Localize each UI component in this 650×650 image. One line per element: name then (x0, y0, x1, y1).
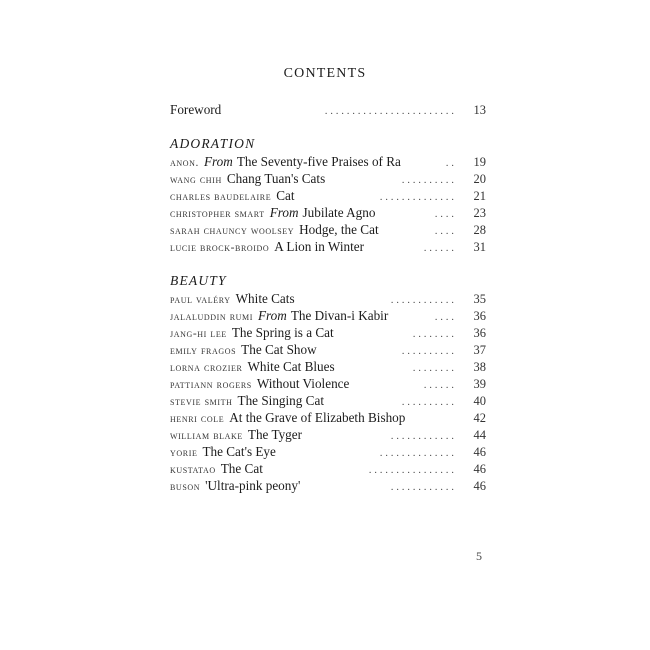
entry-author: kustatao (170, 464, 216, 476)
toc-entry (170, 341, 486, 358)
dot-leader: . . . . . . . . . . . . (390, 430, 454, 442)
dot-leader: . . . . . . . . . . . . . . . . (368, 464, 454, 476)
toc-entry (170, 290, 486, 307)
entry-page: 46 (473, 445, 486, 459)
entry-title: At the Grave of Elizabeth Bishop (229, 410, 406, 425)
entry-author: william blake (170, 430, 243, 442)
toc-entry (170, 460, 486, 477)
entry-page: 35 (473, 292, 486, 306)
dot-leader: . . . . . . . . . . . . (390, 294, 454, 306)
dot-leader: . . . . . . . . . . . . (390, 481, 454, 493)
toc-entry (170, 187, 486, 204)
entry-author: jang-hi lee (170, 328, 227, 340)
entry-page: 36 (473, 309, 486, 323)
entry-author: lucie brock-broido (170, 242, 270, 254)
entry-page: 38 (473, 360, 486, 374)
entry-page: 46 (473, 462, 486, 476)
toc-entry (170, 426, 486, 443)
entry-title: Foreword (170, 102, 222, 117)
entry-title: The Spring is a Cat (231, 325, 334, 340)
toc-entry (170, 153, 486, 170)
dot-leader: . . . . (434, 225, 454, 237)
dot-leader: . . . . . . (423, 242, 454, 254)
entry-author: christopher smart (170, 208, 265, 220)
dot-leader: . . . . . . (423, 379, 454, 391)
dot-leader: . . . . . . . . (412, 328, 454, 340)
page-number: 5 (476, 549, 482, 563)
entry-title: Chang Tuan's Cats (226, 171, 326, 186)
toc-entry (170, 443, 486, 460)
entry-author: yorie (170, 447, 198, 459)
entry-title: The Singing Cat (237, 393, 324, 408)
entry-author: lorna crozier (170, 362, 243, 374)
entry-title: Without Violence (256, 376, 350, 391)
dot-leader: . . . . . . . . . . (401, 345, 454, 357)
entry-author: wang chih (170, 174, 222, 186)
entry-author: emily fragos (170, 345, 237, 357)
entry-page: 20 (473, 172, 486, 186)
entry-author: pattiann rogers (170, 379, 252, 391)
entry-title: The Cat (220, 461, 263, 476)
dot-leader: . . . . . . . . (412, 362, 454, 374)
dot-leader: . . . . (434, 208, 454, 220)
toc-entry (170, 307, 486, 324)
entry-page: 31 (473, 240, 486, 254)
entry-title: Hodge, the Cat (299, 222, 379, 237)
entry-page: 13 (473, 103, 486, 117)
dot-leader: . . . . . . . . . . . . . . (379, 191, 454, 203)
entry-author: buson (170, 481, 201, 493)
entry-page: 42 (473, 411, 486, 425)
entry-page: 44 (473, 428, 486, 442)
toc-entry (170, 409, 486, 426)
entry-author: stevie smith (170, 396, 233, 408)
entry-title: White Cats (235, 291, 295, 306)
entry-title: The Tyger (247, 427, 303, 442)
entry-title: White Cat Blues (247, 359, 335, 374)
entry-title: The Seventy-five Praises of Ra (236, 154, 401, 169)
dot-leader: . . (445, 157, 454, 169)
dot-leader: . . . . . . . . . . . . . . (379, 447, 454, 459)
entry-title: The Divan-i Kabir (290, 308, 389, 323)
section-heading-beauty: BEAUTY (170, 273, 227, 288)
entry-author: charles baudelaire (170, 191, 272, 203)
dot-leader: . . . . . . . . . . (401, 396, 454, 408)
toc-entry (170, 392, 486, 409)
toc-entry (170, 375, 486, 392)
entry-from: From (203, 154, 233, 169)
entry-title: Cat (276, 188, 295, 203)
toc-entry (170, 170, 486, 187)
entry-page: 21 (473, 189, 486, 203)
entry-title: The Cat's Eye (202, 444, 276, 459)
entry-page: 37 (473, 343, 486, 357)
dot-leader: . . . . (434, 311, 454, 323)
entry-page: 19 (473, 155, 486, 169)
entry-title: Jubilate Agno (302, 205, 376, 220)
entry-page: 39 (473, 377, 486, 391)
section-heading-adoration: ADORATION (170, 136, 256, 151)
toc-entry (170, 358, 486, 375)
entry-title: 'Ultra-pink peony' (205, 478, 301, 493)
entry-title: The Cat Show (241, 342, 317, 357)
toc-entry (170, 324, 486, 341)
toc-entry (170, 221, 486, 238)
entry-title: A Lion in Winter (274, 239, 364, 254)
entry-from: From (257, 308, 287, 323)
entry-page: 40 (473, 394, 486, 408)
entry-author: anon. (170, 157, 199, 169)
dot-leader: . . . . . . . . . . (401, 174, 454, 186)
entry-page: 28 (473, 223, 486, 237)
toc-entry (170, 238, 486, 255)
entry-page: 46 (473, 479, 486, 493)
entry-author: sarah chauncy woolsey (170, 225, 295, 237)
entry-page: 23 (473, 206, 486, 220)
toc-entry (170, 204, 486, 221)
toc-entry (170, 477, 486, 494)
dot-leader: . . . . . . . . . . . . . . . . . . . . . . . . (324, 105, 454, 117)
entry-author: paul valéry (170, 294, 231, 306)
page-title: CONTENTS (283, 66, 367, 81)
toc-entry-foreword (170, 101, 486, 118)
entry-page: 36 (473, 326, 486, 340)
entry-author: jalaluddin rumi (170, 311, 253, 323)
entry-author: henri cole (170, 413, 225, 425)
entry-from: From (269, 205, 299, 220)
